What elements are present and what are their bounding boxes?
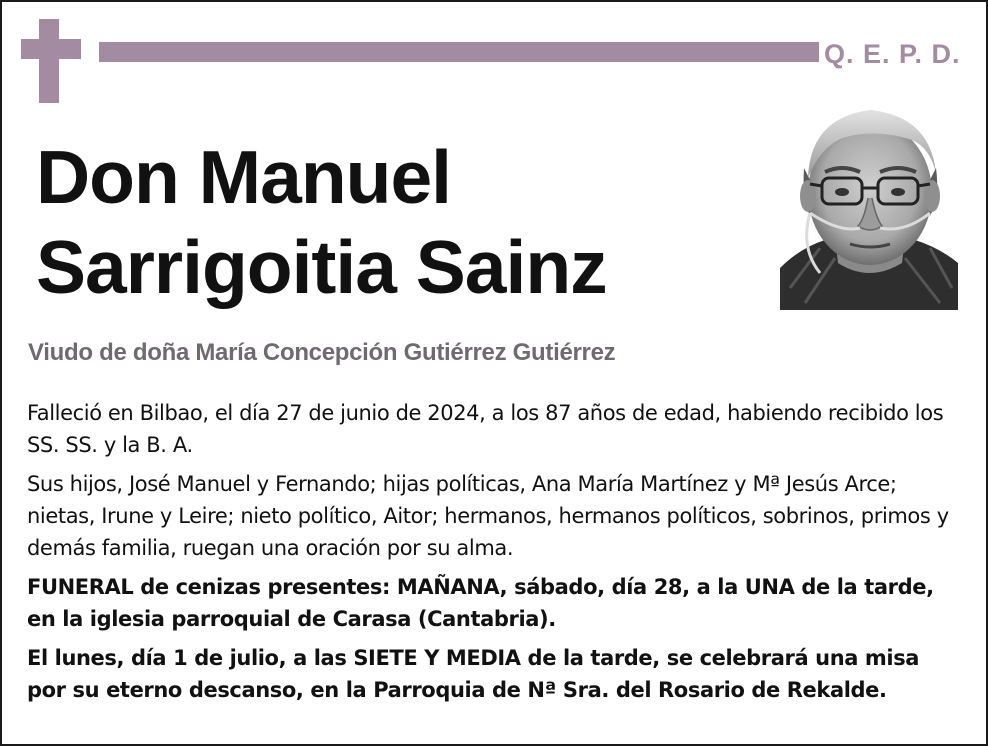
qepd-label: Q. E. P. D. [824, 39, 961, 69]
family-paragraph: Sus hijos, José Manuel y Fernando; hijas políticas, Ana María Martínez y Mª Jesús Arce; nietas, Irune y Leire; nieto político, Aitor; hermanos, hermanos políticos, sobrinos, primos y demás familia, ruegan una oración por su alma. [27, 472, 949, 560]
deceased-name-line2: Sarrigoitia Sainz [36, 225, 607, 309]
obituary-body [27, 397, 962, 713]
deceased-name-line1: Don Manuel [36, 135, 451, 219]
widow-of-line: Viudo de doña María Concepción Gutiérrez Gutiérrez [28, 339, 616, 366]
deceased-name [36, 132, 607, 312]
header-divider-bar [99, 42, 819, 62]
cross-vertical [39, 19, 59, 103]
death-paragraph: Falleció en Bilbao, el día 27 de junio de 2024, a los 87 años de edad, habiendo recibido los SS. SS. y la B. A. [27, 401, 944, 457]
funeral-paragraph: FUNERAL de cenizas presentes: MAÑANA, sábado, día 28, a la UNA de la tarde, en la iglesia parroquial de Carasa (Cantabria). [27, 575, 934, 631]
mass-paragraph: El lunes, día 1 de julio, a las SIETE Y MEDIA de la tarde, se celebrará una misa por su eterno descanso, en la Parroquia de Nª Sra. del Rosario de Rekalde. [27, 646, 920, 702]
cross-horizontal [21, 39, 81, 59]
deceased-portrait-photo [780, 98, 958, 310]
